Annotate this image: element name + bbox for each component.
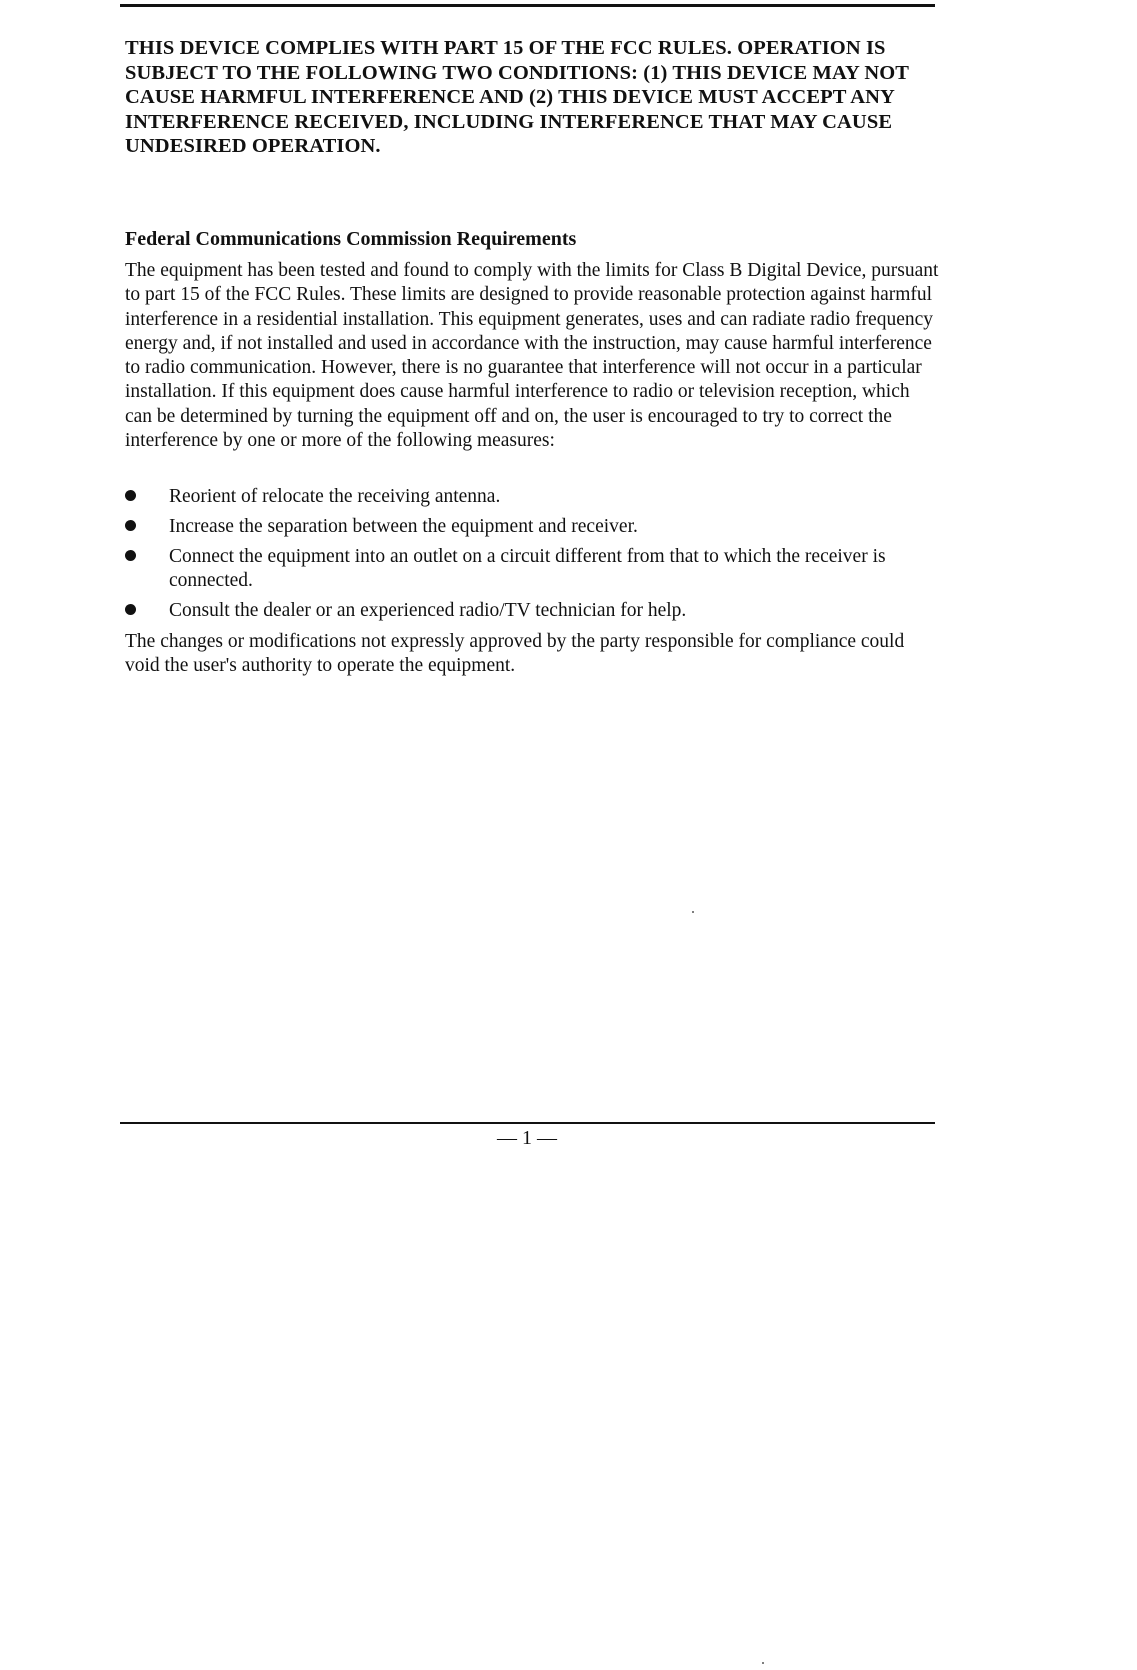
top-divider — [120, 4, 935, 7]
footer-divider — [120, 1122, 935, 1124]
bullet-icon — [125, 550, 136, 561]
measure-text: Consult the dealer or an experienced radio/TV technician for help. — [169, 599, 687, 621]
list-item — [125, 485, 940, 509]
section-heading: Federal Communications Commission Requirements — [125, 228, 577, 250]
page-number: — 1 — — [497, 1127, 557, 1149]
intro-paragraph: The equipment has been tested and found to comply with the limits for Class B Digital Device, pursuant to part 15 of the FCC Rules. These limits are designed to provide reasonable protection against harmful interference in a residential installation. This equipment generates, uses and can radiate radio frequency energy and, if not installed and used in accordance with the instruction, may cause harmful interference to radio communication. However, there is no guarantee that interference will not occur in a particular installation. If this equipment does cause harmful interference to radio or television reception, which can be determined by turning the equipment off and on, the user is encouraged to try to correct the interference by one or more of the following measures: — [125, 260, 939, 452]
measure-text: Connect the equipment into an outlet on a circuit different from that to which the receiver is connected. — [169, 545, 886, 591]
scan-speck — [692, 911, 694, 913]
bullet-icon — [125, 490, 136, 501]
measure-text: Increase the separation between the equipment and receiver. — [169, 515, 638, 537]
list-item — [125, 599, 940, 623]
measure-text: Reorient of relocate the receiving antenna. — [169, 486, 501, 507]
scan-speck — [762, 1662, 764, 1664]
measures-list — [125, 485, 940, 628]
compliance-notice: THIS DEVICE COMPLIES WITH PART 15 OF THE FCC RULES. OPERATION IS SUBJECT TO THE FOLLOWING TWO CONDITIONS: (1) THIS DEVICE MAY NOT CAUSE HARMFUL INTERFERENCE AND (2) THIS DEVICE MUST ACCEPT ANY INTERFERENCE RECEIVED, INCLUDING INTERFERENCE THAT MAY CAUSE UNDESIRED OPERATION. — [125, 37, 909, 157]
list-item — [125, 545, 940, 594]
bullet-icon — [125, 520, 136, 531]
closing-paragraph: The changes or modifications not expressly approved by the party responsible for compliance could void the user's authority to operate the equipment. — [125, 631, 905, 677]
list-item — [125, 515, 940, 539]
bullet-icon — [125, 604, 136, 615]
